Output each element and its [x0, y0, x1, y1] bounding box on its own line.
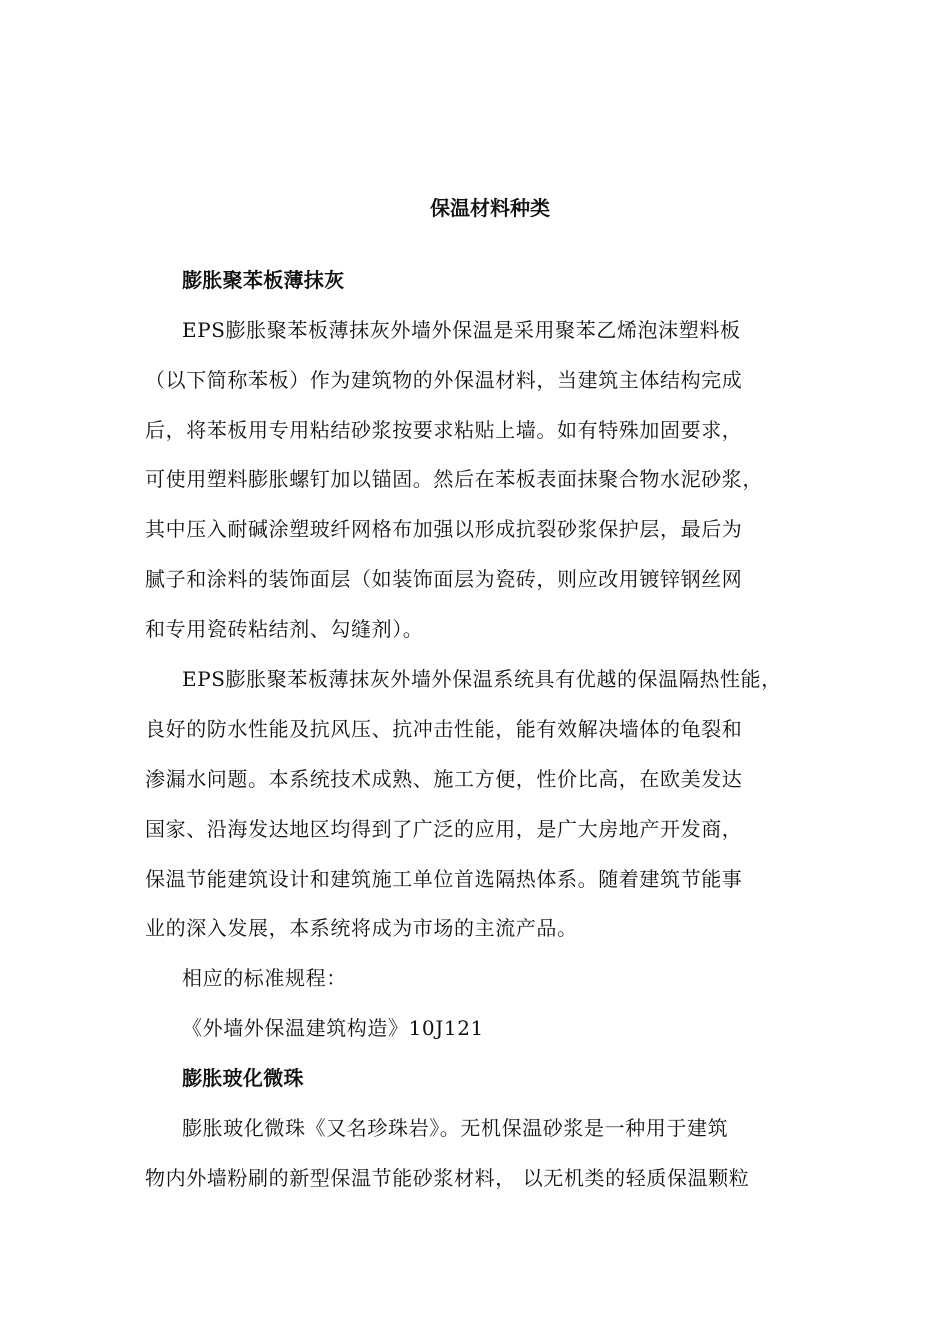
paragraph-line: 腻子和涂料的装饰面层（如装饰面层为瓷砖，则应改用镀锌钢丝网 — [145, 567, 743, 591]
paragraph-line: EPS膨胀聚苯板薄抹灰外墙外保温系统具有优越的保温隔热性能， — [182, 667, 782, 691]
paragraph-line: （以下简称苯板）作为建筑物的外保温材料，当建筑主体结构完成 — [145, 368, 743, 392]
document-title: 保温材料种类 — [430, 196, 550, 220]
paragraph-line: 物内外墙粉刷的新型保温节能砂浆材料， 以无机类的轻质保温颗粒 — [145, 1166, 750, 1190]
paragraph-line: 良好的防水性能及抗风压、抗冲击性能，能有效解决墙体的龟裂和 — [145, 717, 743, 741]
standards-label: 相应的标准规程： — [182, 966, 347, 990]
paragraph-line: 后，将苯板用专用粘结砂浆按要求粘贴上墙。如有特殊加固要求， — [145, 418, 743, 442]
paragraph-line: 国家、沿海发达地区均得到了广泛的应用，是广大房地产开发商， — [145, 817, 743, 841]
paragraph-line: 和专用瓷砖粘结剂、勾缝剂）。 — [145, 617, 424, 641]
paragraph-line: 业的深入发展，本系统将成为市场的主流产品。 — [145, 916, 578, 940]
section-heading-glazed-beads: 膨胀玻化微珠 — [182, 1066, 304, 1090]
paragraph-line: 其中压入耐碱涂塑玻纤网格布加强以形成抗裂砂浆保护层，最后为 — [145, 517, 743, 541]
paragraph-line: 可使用塑料膨胀螺钉加以锚固。然后在苯板表面抹聚合物水泥砂浆， — [145, 467, 763, 491]
standard-reference: 《外墙外保温建筑构造》10J121 — [182, 1016, 484, 1040]
paragraph-line: 渗漏水问题。本系统技术成熟、施工方便，性价比高，在欧美发达 — [145, 767, 743, 791]
paragraph-line: EPS膨胀聚苯板薄抹灰外墙外保温是采用聚苯乙烯泡沫塑料板 — [182, 318, 741, 342]
paragraph-line: 膨胀玻化微珠《又名珍珠岩》。无机保温砂浆是一种用于建筑 — [182, 1116, 729, 1140]
paragraph-line: 保温节能建筑设计和建筑施工单位首选隔热体系。随着建筑节能事 — [145, 867, 743, 891]
section-heading-eps: 膨胀聚苯板薄抹灰 — [182, 268, 345, 292]
